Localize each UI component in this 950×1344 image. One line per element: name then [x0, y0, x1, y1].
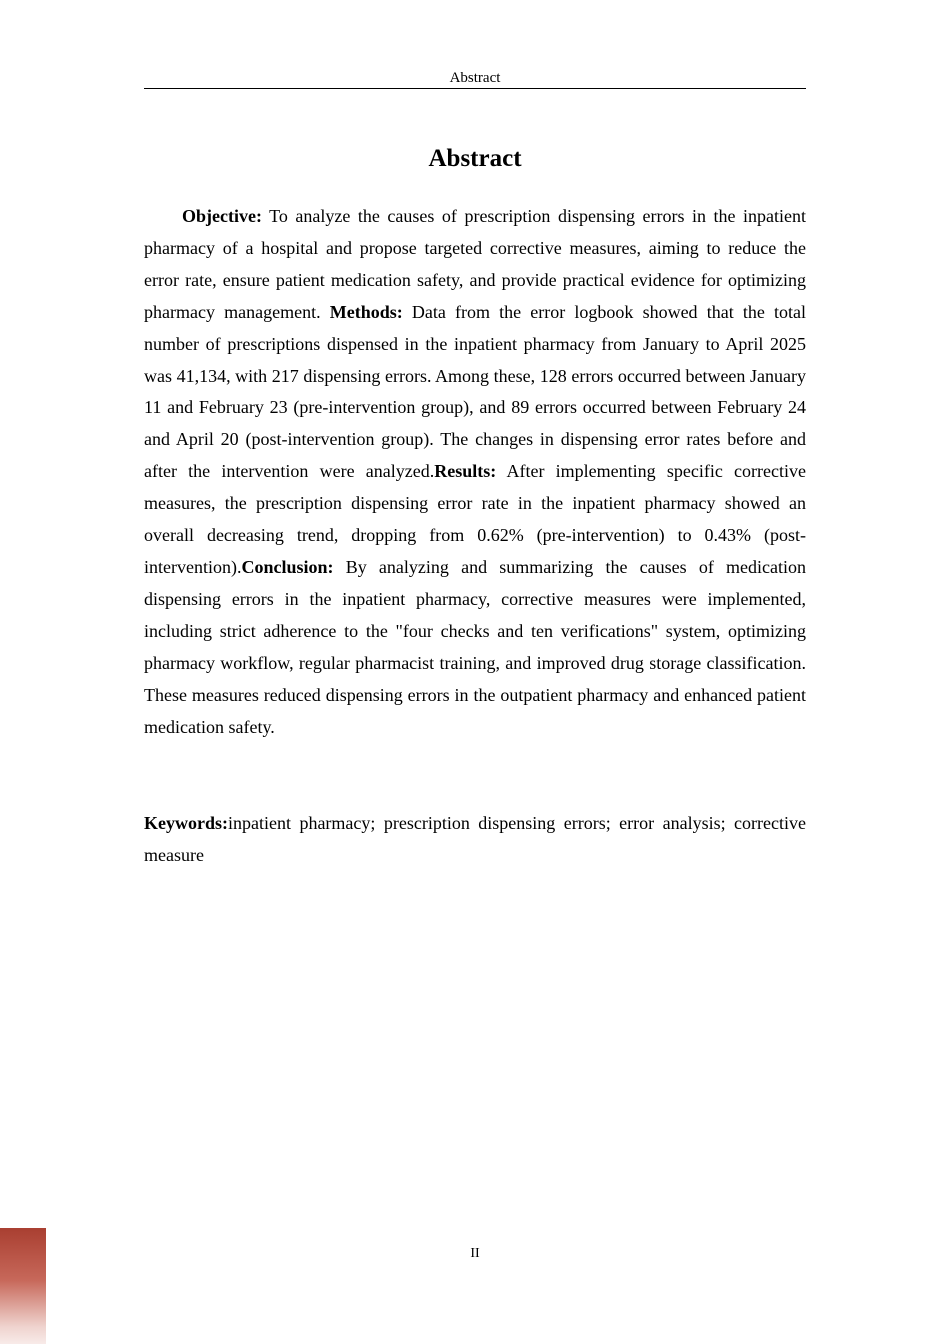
methods-text: Data from the error logbook showed that the total number of prescriptions dispensed in the inpatient pharmacy from January to April 2025 was 41,134, with 217 dispensing errors. Among these, 128 errors occurred between January 11 and February 23 (pre-intervention group), and 89 errors occurred between February 24 and April 20 (post-intervention group). The changes in dispensing error rates before and after the intervention were analyzed.: [144, 301, 806, 482]
objective-text: To analyze the causes of prescription dispensing errors in the inpatient pharmacy of a hospital and propose targeted corrective measures, aiming to reduce the error rate, ensure patient medication safety, and provide practical evidence for optimizing pharmacy management.: [144, 206, 806, 322]
keywords-label: Keywords:: [144, 813, 228, 833]
abstract-body: [144, 201, 806, 743]
keywords-text: inpatient pharmacy; prescription dispensing errors; error analysis; corrective measure: [144, 813, 806, 865]
objective-label: Objective:: [182, 206, 262, 226]
results-label: Results:: [434, 461, 497, 482]
results-text: After implementing specific corrective measures, the prescription dispensing error rate in the inpatient pharmacy showed an overall decreasing trend, dropping from 0.62% (pre-intervention) to 0.43% (post-intervention).: [144, 461, 806, 577]
running-header: Abstract: [449, 70, 501, 86]
conclusion-text: By analyzing and summarizing the causes of medication dispensing errors in the inpatient pharmacy, corrective measures were implemented, including strict adherence to the "four checks and ten verifications" system, optimizing pharmacy workflow, regular pharmacist training, and improved drug storage classification. These measures reduced dispensing errors in the outpatient pharmacy and enhanced patient medication safety.: [144, 556, 806, 737]
page-title: Abstract: [428, 145, 522, 172]
methods-label: Methods:: [329, 301, 403, 322]
keywords-paragraph: [144, 808, 806, 872]
corner-decoration: [0, 1228, 46, 1344]
header-rule: [144, 88, 806, 89]
conclusion-label: Conclusion:: [241, 556, 334, 577]
page-number: II: [470, 1246, 480, 1261]
